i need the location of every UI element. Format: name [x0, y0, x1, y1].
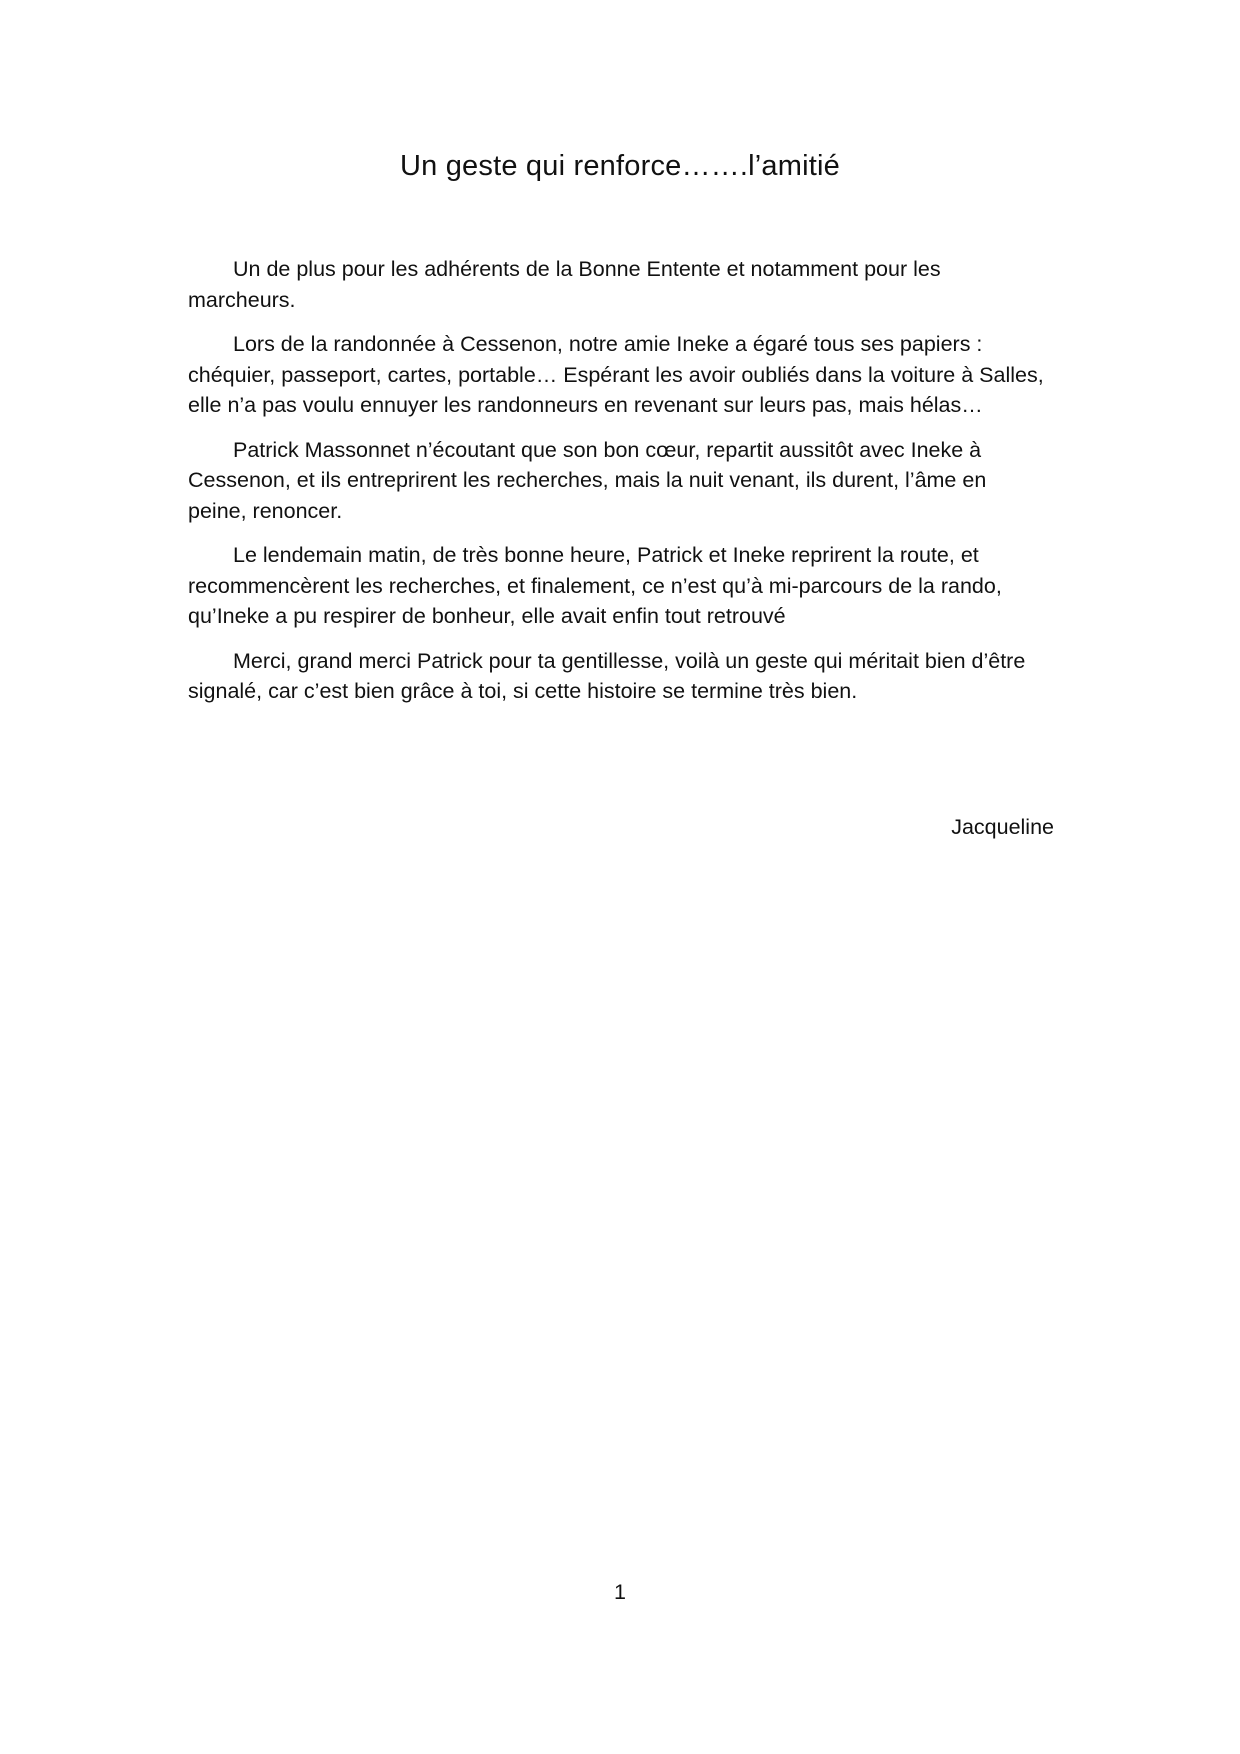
page-number: 1: [614, 1580, 626, 1604]
paragraph-intro: Un de plus pour les adhérents de la Bonne Entente et notamment pour les marcheurs.: [188, 257, 941, 312]
paragraph-found: Le lendemain matin, de très bonne heure, Patrick et Ineke reprirent la route, et recommencèrent les recherches, et finalement, ce n’est qu’à mi-parcours de la rando, qu’Ineke a pu respirer de bonheur, elle avait enfin tout retrouvé: [188, 543, 1002, 628]
paragraph-search: Patrick Massonnet n’écoutant que son bon cœur, repartit aussitôt avec Ineke à Cessenon, et ils entreprirent les recherches, mais la nuit venant, ils durent, l’âme en peine, renoncer.: [188, 437, 987, 523]
document-title: Un geste qui renforce…….l’amitié: [400, 150, 840, 182]
author-signature: Jacqueline: [951, 815, 1054, 839]
paragraph-lost-papers: Lors de la randonnée à Cessenon, notre amie Ineke a égaré tous ses papiers : chéquier, passeport, cartes, portable… Espérant les avoir oubliés dans la voiture à Salles, elle n’a pas voulu ennuyer les randonneurs en revenant sur leurs pas, mais hélas…: [188, 332, 1044, 417]
paragraph-thanks: Merci, grand merci Patrick pour ta gentillesse, voilà un geste qui méritait bien d’être signalé, car c’est bien grâce à toi, si cette histoire se termine très bien.: [188, 648, 1026, 703]
article-body: [188, 254, 1050, 721]
